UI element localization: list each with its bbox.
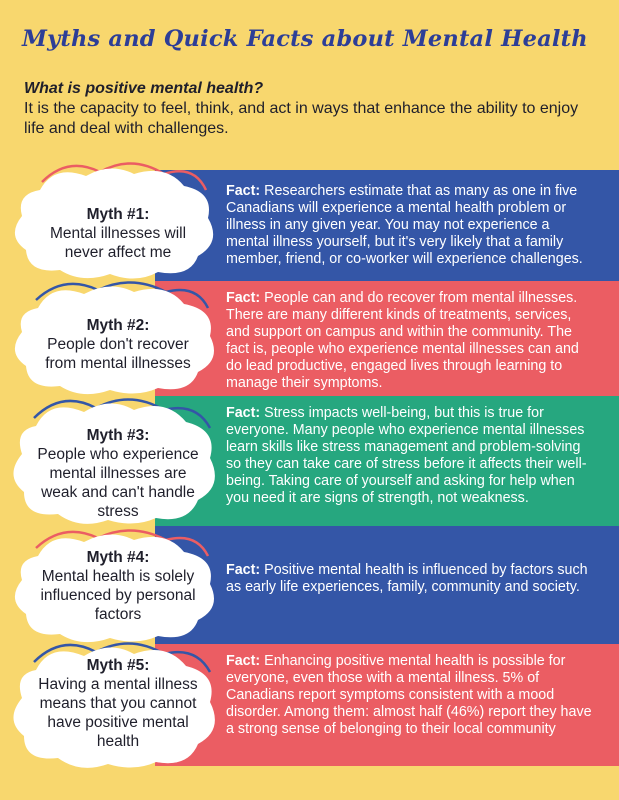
- myth-text-2: [30, 316, 206, 373]
- fact-body: Enhancing positive mental health is possible for everyone, even those with a mental illness. 5% of Canadians report symptoms consistent with a mood disorder. Among them: almost half (46%) report they have a strong sense of belonging to their local community: [226, 653, 592, 737]
- myth-title: Myth #1:: [86, 206, 150, 223]
- fact-label: Fact:: [226, 290, 261, 306]
- fact-text-3: [226, 405, 596, 507]
- myth-cloud-1: [8, 160, 228, 280]
- myth-title: Myth #3:: [86, 427, 150, 444]
- fact-text-4: [226, 562, 596, 596]
- myth-text-4: [30, 548, 206, 624]
- fact-label: Fact:: [226, 183, 261, 199]
- fact-label: Fact:: [226, 653, 261, 669]
- myth-text-1: [30, 205, 206, 262]
- fact-text-1: [226, 183, 596, 268]
- myth-text-3: [30, 426, 206, 521]
- myth-text-5: [30, 656, 206, 751]
- myth-description: People who experience mental illnesses are weak and can't handle stress: [37, 446, 199, 520]
- myth-description: Having a mental illness means that you cannot have positive mental health: [38, 676, 198, 750]
- page-title: Myths and Quick Facts about Mental Health: [22, 26, 588, 52]
- fact-text-2: [226, 290, 596, 392]
- myth-cloud-5: [8, 640, 228, 770]
- fact-text-5: [226, 653, 596, 738]
- fact-body: People can and do recover from mental illnesses. There are many different kinds of treatments, services, and support on campus and within the community. The fact is, people who experience mental illnesses can and do lead productive, engaged lives through learning to manage their symptoms.: [226, 290, 579, 391]
- fact-body: Positive mental health is influenced by factors such as early life experiences, family, community and society.: [226, 562, 588, 595]
- myth-description: People don't recover from mental illnesses: [45, 336, 191, 372]
- myth-description: Mental illnesses will never affect me: [49, 225, 187, 261]
- myth-title: Myth #5:: [86, 657, 150, 674]
- myth-cloud-4: [8, 528, 228, 643]
- intro-answer: It is the capacity to feel, think, and act in ways that enhance the ability to enjoy life and deal with challenges.: [24, 100, 579, 137]
- myth-title: Myth #2:: [86, 317, 150, 334]
- fact-body: Researchers estimate that as many as one in five Canadians will experience a mental health problem or illness in any given year. You may not experience a mental illness yourself, but it's very likely that a family member, friend, or co-worker will experience challenges.: [226, 183, 583, 267]
- myth-cloud-2: [8, 280, 228, 395]
- fact-body: Stress impacts well-being, but this is true for everyone. Many people who experience mental illnesses learn skills like stress management and problem-solving so they can take care of stress before it affects their well-being. Taking care of yourself and asking for help when you need it are signs of strength, not weakness.: [226, 405, 587, 506]
- myth-cloud-3: [8, 396, 228, 526]
- fact-label: Fact:: [226, 405, 261, 421]
- myth-description: Mental health is solely influenced by personal factors: [40, 568, 196, 623]
- fact-label: Fact:: [226, 562, 261, 578]
- intro-question: What is positive mental health?: [24, 80, 264, 97]
- myth-title: Myth #4:: [86, 549, 150, 566]
